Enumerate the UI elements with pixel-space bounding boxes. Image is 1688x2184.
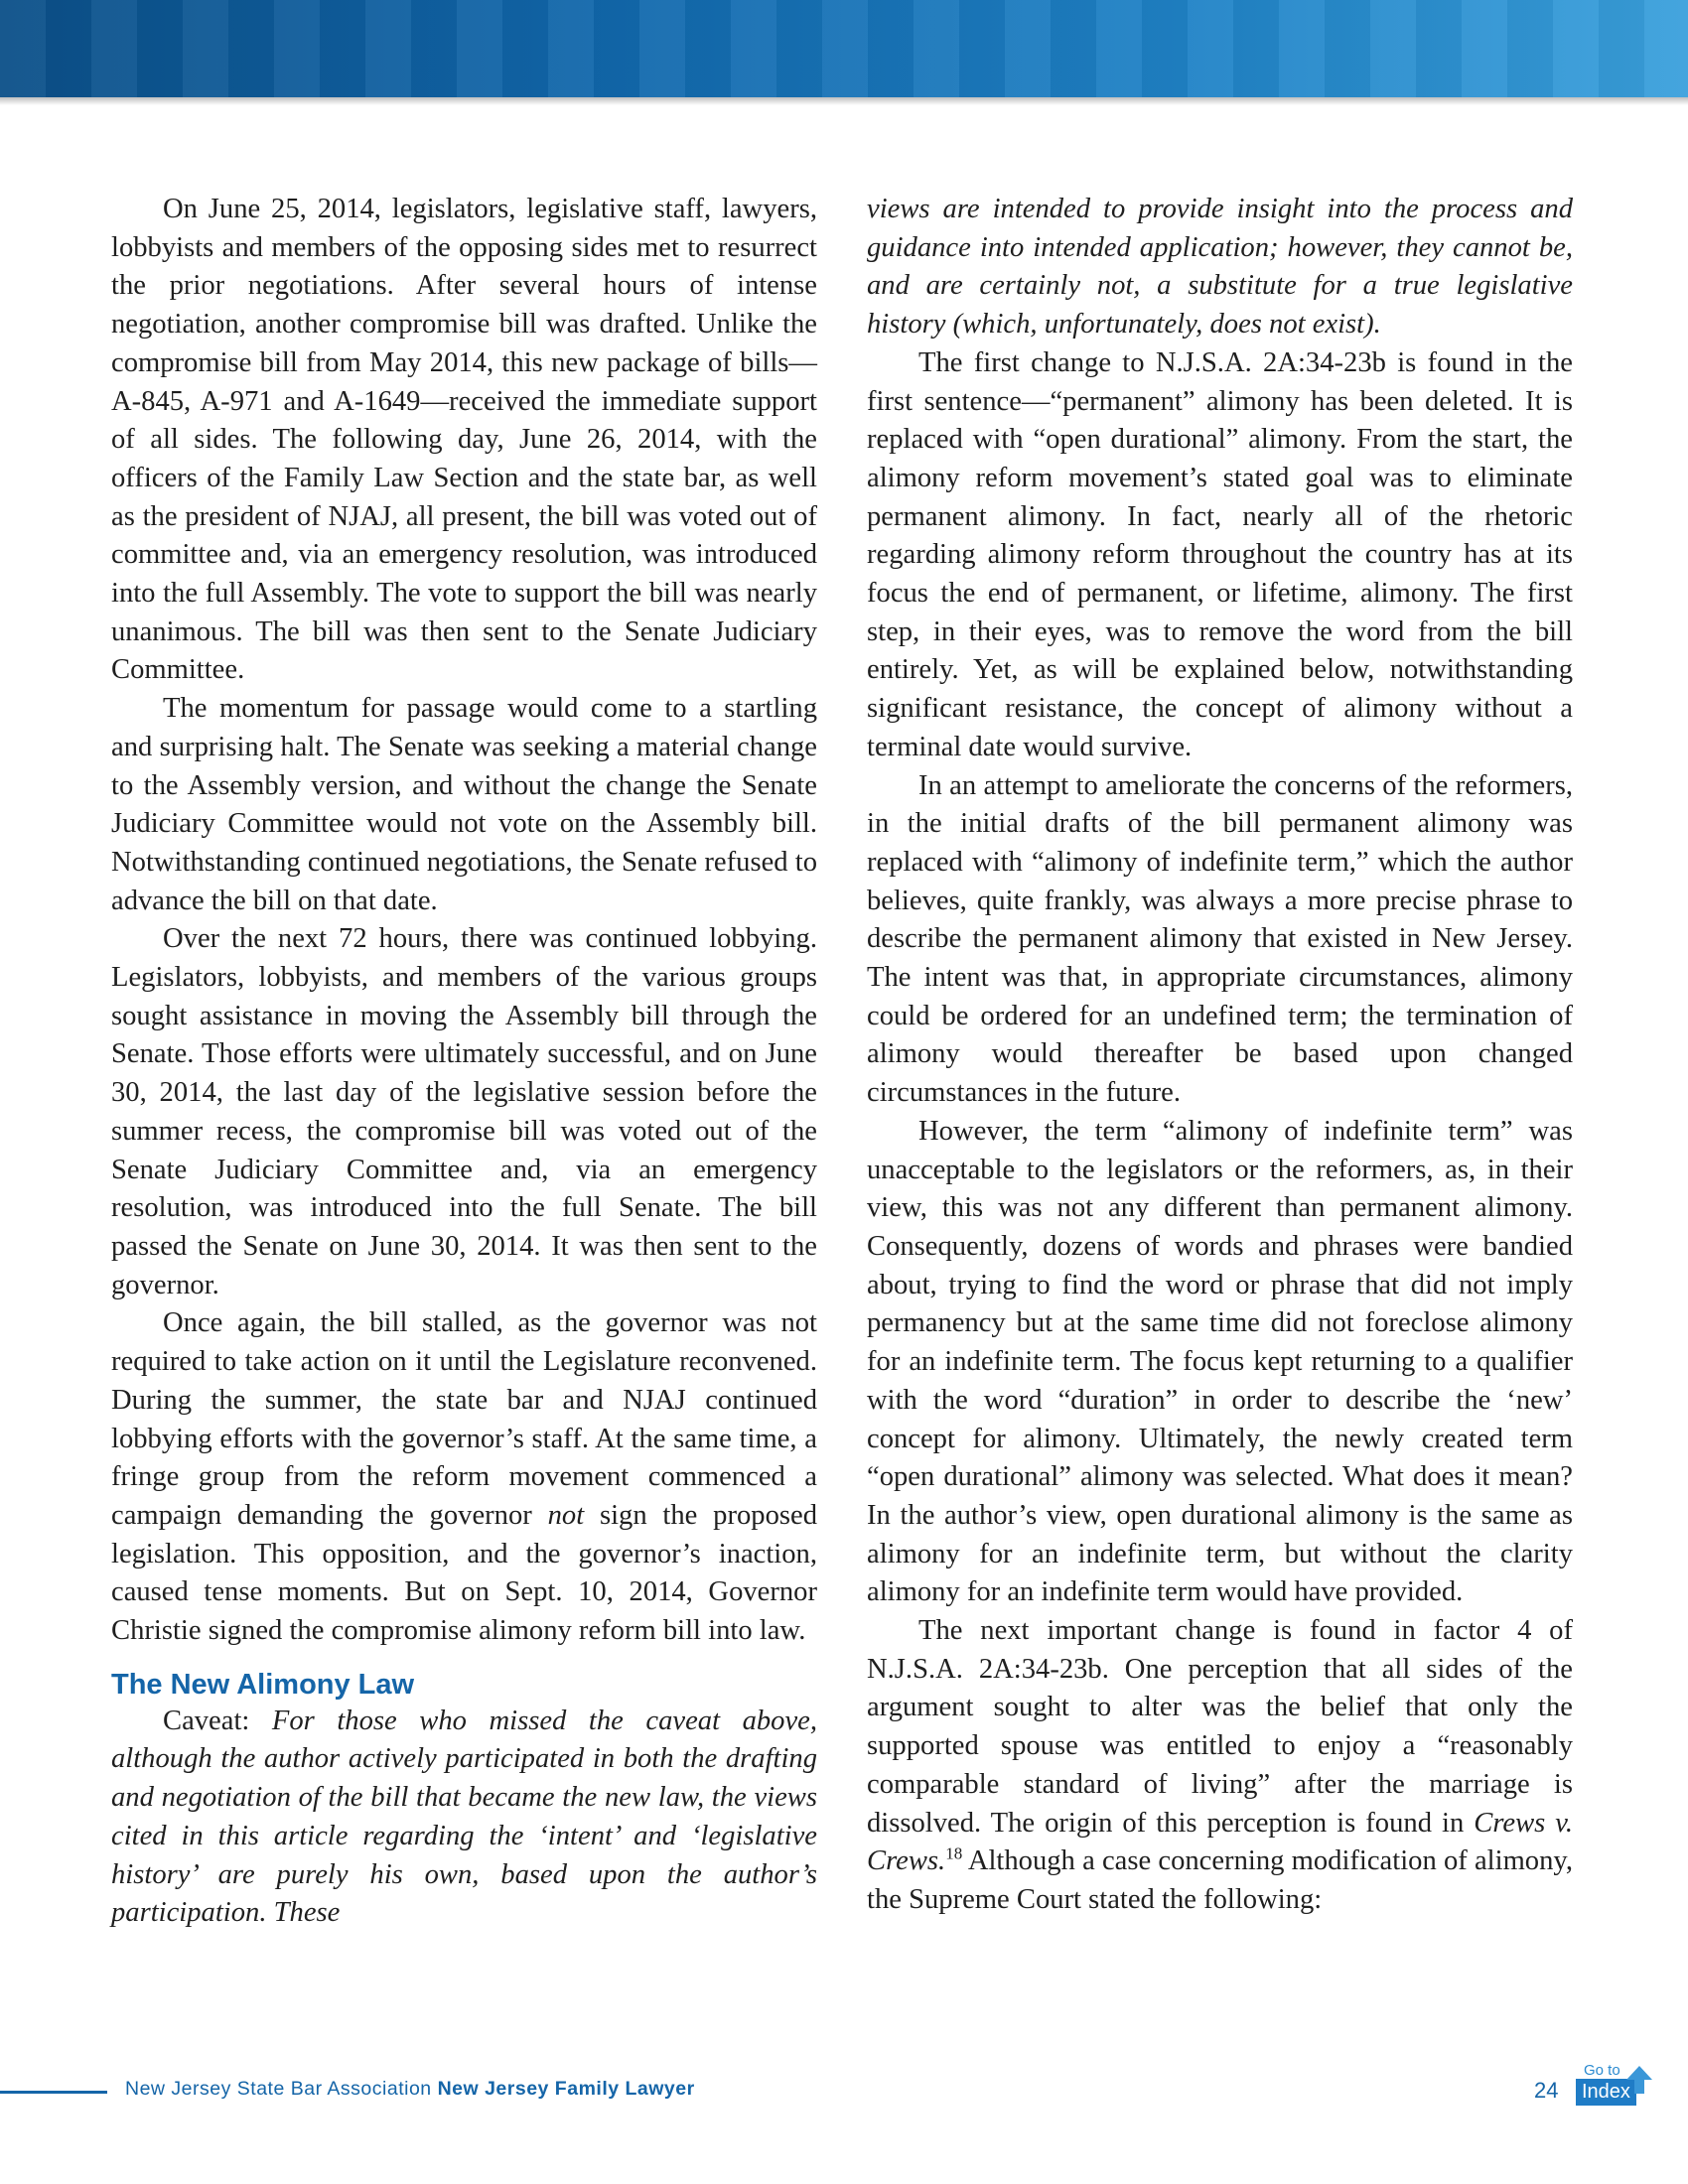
body-paragraph: The first change to N.J.S.A. 2A:34-23b is found in the first sentence—“permanent” alimony has been deleted. It is replaced with “open durational” alimony. From the start, the alimony reform movement’s stated goal was to eliminate permanent alimony. In fact, nearly all of the rhetoric regarding alimony reform throughout the country has at its focus the end of permanent, or lifetime, alimony. The first step, in their eyes, was to remove the word from the bill entirely. Yet, as will be explained below, notwithstanding significant resistance, the concept of alimony without a terminal date would survive.	[867, 346, 1573, 762]
right-column	[867, 191, 1573, 1920]
body-paragraph: However, the term “alimony of indefinite term” was unacceptable to the legislators or the reformers, as, in their view, this was not any different than permanent alimony. Consequently, dozens of words and phrases were bandied about, trying to find the word or phrase that did not imply permanency but at the same time did not foreclose alimony for an indefinite term. The focus kept returning to a qualifier with the word “duration” in order to describe the ‘new’ concept for alimony. Ultimately, the newly created term “open durational” alimony was selected. What does it mean? In the author’s view, open durational alimony is the same as alimony for an indefinite term, but without the clarity alimony for an indefinite term would have provided.	[867, 1115, 1573, 1608]
footer-publication-line	[125, 2078, 695, 2101]
body-paragraph: The momentum for passage would come to a startling and surprising halt. The Senate was seeking a material change to the Assembly version, and without the change the Senate Judiciary Committee would not vote on the Assembly bill. Notwithstanding continued negotiations, the Senate refused to advance the bill on that date.	[111, 693, 817, 916]
footnote-reference[interactable]: 18	[945, 1843, 963, 1863]
caveat-label: Caveat:	[163, 1705, 272, 1736]
caveat-text: views are intended to provide insight into the process and guidance into intended application; however, they cannot be, and are certainly not, a substitute for a true legislative history (which, unfortunately, does not exist).	[867, 194, 1573, 341]
body-paragraph	[111, 1304, 817, 1650]
text-run: sign the proposed legislation. This opposition, and the governor’s inaction, caused tense moments. But on Sept. 10, 2014, Governor Christie signed the compromise alimony reform bill into law.	[111, 1499, 817, 1647]
up-arrow-icon	[1625, 2065, 1653, 2095]
text-run: Once again, the bill stalled, as the governor was not required to take action on it until the Legislature reconvened. During the summer, the state bar and NJAJ continued lobbying efforts with the governor’s staff. At the same time, a fringe group from the reform movement commenced a campaign demanding the governor	[111, 1307, 817, 1531]
footer-organization: New Jersey State Bar Association	[125, 2078, 432, 2100]
page-number: 24	[1534, 2078, 1559, 2103]
header-banner-shadow	[0, 97, 1688, 105]
body-paragraph: Over the next 72 hours, there was continued lobbying. Legislators, lobbyists, and members of the various groups sought assistance in moving the Assembly bill through the Senate. Those efforts were ultimately successful, and on June 30, 2014, the last day of the legislative session before the summer recess, the compromise bill was voted out of the Senate Judiciary Committee and, via an emergency resolution, was introduced into the full Senate. The bill passed the Senate on June 30, 2014. It was then sent to the governor.	[111, 923, 817, 1300]
emphasis-text: not	[547, 1499, 585, 1531]
header-banner	[0, 0, 1688, 97]
case-citation: Crews v. Crews.	[867, 1807, 1573, 1877]
text-run: Although a case concerning modification of alimony, the Supreme Court stated the following:	[867, 1845, 1573, 1915]
text-run: The next important change is found in factor 4 of N.J.S.A. 2A:34-23b. One perception that all sides of the argument sought to alter was the belief that only the supported spouse was entitled to enjoy a “reasonably comparable standard of living” after the marriage is dissolved. The origin of this perception is found in	[867, 1615, 1573, 1839]
body-paragraph	[867, 1612, 1573, 1920]
section-heading: The New Alimony Law	[111, 1668, 415, 1701]
caveat-continuation	[867, 191, 1573, 344]
caveat-text: For those who missed the caveat above, although the author actively participated in both the drafting and negotiation of the bill that became the new law, the views cited in this article regarding the ‘intent’ and ‘legislative history’ are purely his own, based upon the author’s participation. These	[111, 1705, 818, 1929]
go-to-label: Go to	[1584, 2062, 1620, 2079]
left-column	[111, 191, 817, 1933]
footer-publication: New Jersey Family Lawyer	[437, 2078, 695, 2100]
go-to-index-button[interactable]	[1576, 2063, 1653, 2106]
body-paragraph: On June 25, 2014, legislators, legislative staff, lawyers, lobbyists and members of the opposing sides met to resurrect the prior negotiations. After several hours of intense negotiation, another compromise bill was drafted. Unlike the compromise bill from May 2014, this new package of bills—A-845, A-971 and A-1649—received the immediate support of all sides. The following day, June 26, 2014, with the officers of the Family Law Section and the state bar, as well as the president of NJAJ, all present, the bill was voted out of committee and, via an emergency resolution, was introduced into the full Assembly. The vote to support the bill was nearly unanimous. The bill was then sent to the Senate Judiciary Committee.	[111, 194, 817, 686]
body-paragraph: In an attempt to ameliorate the concerns of the reformers, in the initial drafts of the bill permanent alimony was replaced with “alimony of indefinite term,” which the author believes, quite frankly, was always a more precise phrase to describe the permanent alimony that existed in New Jersey. The intent was that, in appropriate circumstances, alimony could be ordered for an undefined term; the termination of alimony would thereafter be based upon changed circumstances in the future.	[867, 769, 1573, 1109]
footer-rule	[0, 2091, 107, 2094]
index-label: Index	[1576, 2079, 1636, 2106]
caveat-paragraph	[111, 1703, 817, 1933]
